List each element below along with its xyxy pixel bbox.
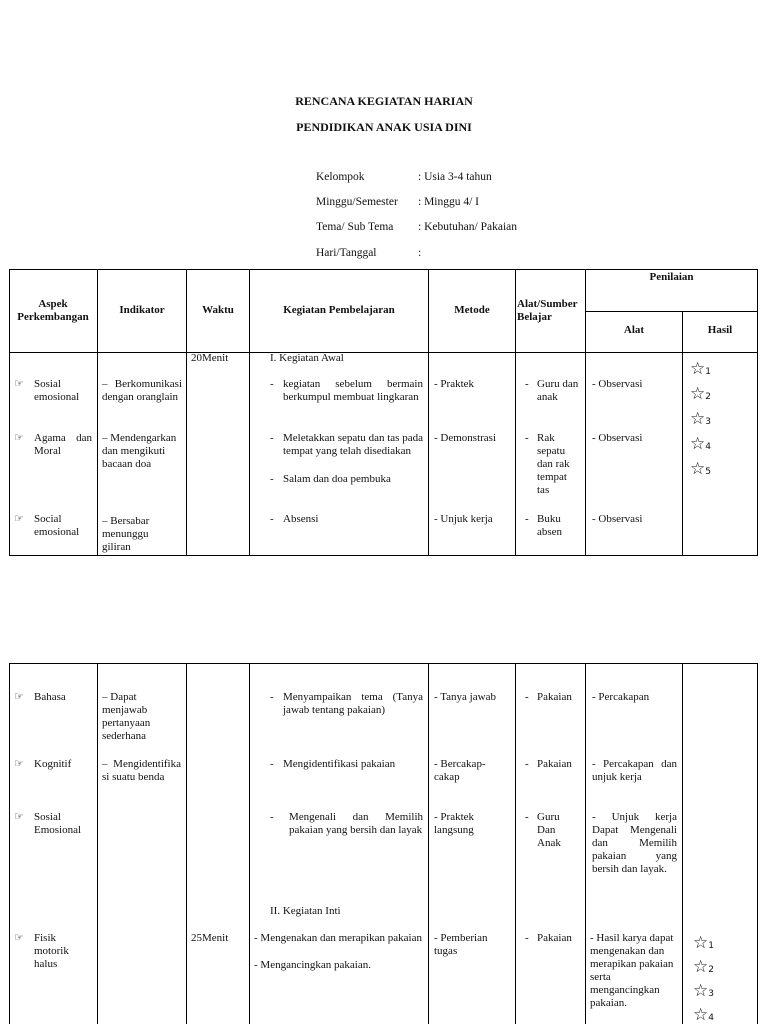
star-icon: ☆ (693, 981, 709, 1000)
aspek-cell: Bahasa (34, 691, 66, 703)
bullet-icon: ☞ (14, 758, 24, 770)
star-icon: ☆ (690, 359, 706, 378)
document-subtitle: PENDIDIKAN ANAK USIA DINI (296, 120, 472, 134)
bullet-icon: ☞ (14, 513, 24, 525)
alat-sumber-cell: Rak sepatu dan rak tempat tas (537, 432, 570, 496)
star-label: 4 (708, 1013, 714, 1023)
alat-sumber-cell: Guru dan anak (537, 378, 579, 403)
penilaian-cell: - Unjuk kerja Dapat Mengenali dan Memilih pakaian yang bersih dan layak. (592, 811, 677, 875)
aspek-cell: Fisik motorik halus (34, 932, 69, 970)
dash-mark: - (525, 758, 529, 770)
metode-cell: - Bercakap-cakap (434, 758, 486, 783)
info-label-kelompok: Kelompok (316, 171, 365, 183)
kegiatan-cell: - Mengenakan dan merapikan pakaian (254, 932, 422, 944)
info-label-hari: Hari/Tanggal (316, 247, 377, 259)
document-title: RENCANA KEGIATAN HARIAN (295, 94, 473, 108)
penilaian-cell: - Observasi (592, 513, 643, 525)
star-label: 2 (708, 965, 714, 975)
bullet-icon: ☞ (14, 811, 24, 823)
alat-sumber-cell: Pakaian (537, 932, 572, 944)
bullet-icon: ☞ (14, 691, 24, 703)
star-icon: ☆ (693, 957, 709, 976)
star-label: 1 (705, 367, 711, 377)
star-label: 4 (705, 442, 711, 452)
metode-cell: - Unjuk kerja (434, 513, 493, 525)
star-label: 1 (708, 941, 714, 951)
bullet-icon: ☞ (14, 932, 24, 944)
kegiatan-cell: Mengidentifikasi pakaian (283, 758, 396, 770)
dash-mark: - (270, 811, 274, 823)
aspek-cell: Sosial Emosional (34, 811, 82, 836)
metode-cell: - Praktek (434, 378, 475, 390)
alat-sumber-cell: Pakaian (537, 758, 572, 770)
indikator-cell: – Berkomunikasi dengan oranglain (102, 378, 182, 403)
aspek-cell: Social emosional (34, 513, 80, 538)
star-label: 3 (708, 989, 714, 999)
kegiatan-cell: Mengenali dan Memilih pakaian yang bersih dan layak (289, 811, 423, 836)
header-indikator: Indikator (119, 304, 165, 316)
header-penilaian: Penilaian (649, 271, 694, 283)
section-kegiatan-awal: I. Kegiatan Awal (270, 352, 344, 364)
dash-mark: - (525, 513, 529, 525)
alat-sumber-cell: Guru Dan Anak (537, 811, 561, 849)
waktu-inti: 25Menit (191, 932, 229, 944)
star-icon: ☆ (693, 1005, 709, 1024)
dash-mark: - (525, 932, 529, 944)
section-kegiatan-inti: II. Kegiatan Inti (270, 905, 341, 917)
aspek-cell: Agama dan Moral (34, 432, 92, 457)
info-value-minggu: : Minggu 4/ I (418, 196, 480, 208)
header-hasil: Hasil (707, 324, 733, 336)
dash-mark: - (270, 758, 274, 770)
star-label: 3 (705, 417, 711, 427)
penilaian-cell: - Hasil karya dapat mengenakan dan merapikan pakaian serta mengancingkan pakaian. (590, 932, 674, 1009)
alat-sumber-cell: Buku absen (537, 513, 563, 538)
rating-stars-2 (693, 934, 733, 1030)
star-label: 2 (705, 392, 711, 402)
dash-mark: - (270, 432, 274, 444)
metode-cell: - Pemberian tugas (434, 932, 488, 957)
kegiatan-cell: kegiatan sebelum bermain berkumpul membuat lingkaran (283, 378, 423, 403)
star-icon: ☆ (690, 434, 706, 453)
dash-mark: - (525, 432, 529, 444)
alat-sumber-cell: Pakaian (537, 691, 572, 703)
info-value-hari: : (418, 247, 422, 259)
star-icon: ☆ (690, 459, 706, 478)
metode-cell: - Praktek langsung (434, 811, 475, 836)
kegiatan-cell: Absensi (283, 513, 319, 525)
dash-mark: - (525, 811, 529, 823)
dash-mark: - (270, 691, 274, 703)
kegiatan-cell-2: Salam dan doa pembuka (283, 473, 391, 485)
star-icon: ☆ (690, 409, 706, 428)
info-value-tema: : Kebutuhan/ Pakaian (418, 221, 518, 233)
dash-mark: - (270, 473, 274, 485)
penilaian-cell: - Percakapan (592, 691, 650, 703)
aspek-cell: Sosial emosional (34, 378, 80, 403)
header-waktu: Waktu (202, 304, 234, 316)
indikator-cell: – Mengidentifikasi suatu benda (102, 758, 181, 783)
header-kegiatan: Kegiatan Pembelajaran (283, 304, 395, 316)
star-icon: ☆ (693, 933, 709, 952)
star-label: 5 (705, 467, 711, 477)
kegiatan-cell: Menyampaikan tema (Tanya jawab tentang pakaian) (283, 691, 423, 716)
header-metode: Metode (454, 304, 490, 316)
header-alat: Alat (623, 324, 645, 336)
indikator-cell: – Dapat menjawab pertanyaan sederhana (102, 691, 151, 742)
penilaian-cell: - Observasi (592, 378, 643, 390)
info-label-tema: Tema/ Sub Tema (316, 221, 394, 233)
metode-cell: - Demonstrasi (434, 432, 497, 444)
metode-cell: - Tanya jawab (434, 691, 496, 703)
header-alat-sumber: Alat/Sumber Belajar (517, 298, 578, 323)
dash-mark: - (270, 378, 274, 390)
star-icon: ☆ (690, 384, 706, 403)
dash-mark: - (525, 378, 529, 390)
info-value-kelompok: : Usia 3-4 tahun (418, 171, 492, 183)
aspek-cell: Kognitif (34, 758, 72, 770)
kegiatan-cell: Meletakkan sepatu dan tas pada tempat yang telah disediakan (283, 432, 423, 457)
waktu-awal: 20Menit (191, 352, 229, 364)
header-aspek: Aspek Perkembangan (17, 298, 89, 323)
bullet-icon: ☞ (14, 432, 24, 444)
kegiatan-cell-2: - Mengancingkan pakaian. (254, 959, 371, 971)
dash-mark: - (525, 691, 529, 703)
indikator-cell: – Mendengarkan dan mengikuti bacaan doa (102, 432, 177, 470)
penilaian-cell: - Observasi (592, 432, 643, 444)
bullet-icon: ☞ (14, 378, 24, 390)
dash-mark: - (270, 513, 274, 525)
indikator-cell: – Bersabar menunggu giliran (102, 515, 150, 553)
penilaian-cell: - Percakapan dan unjuk kerja (592, 758, 677, 783)
info-label-minggu: Minggu/Semester (316, 196, 398, 208)
